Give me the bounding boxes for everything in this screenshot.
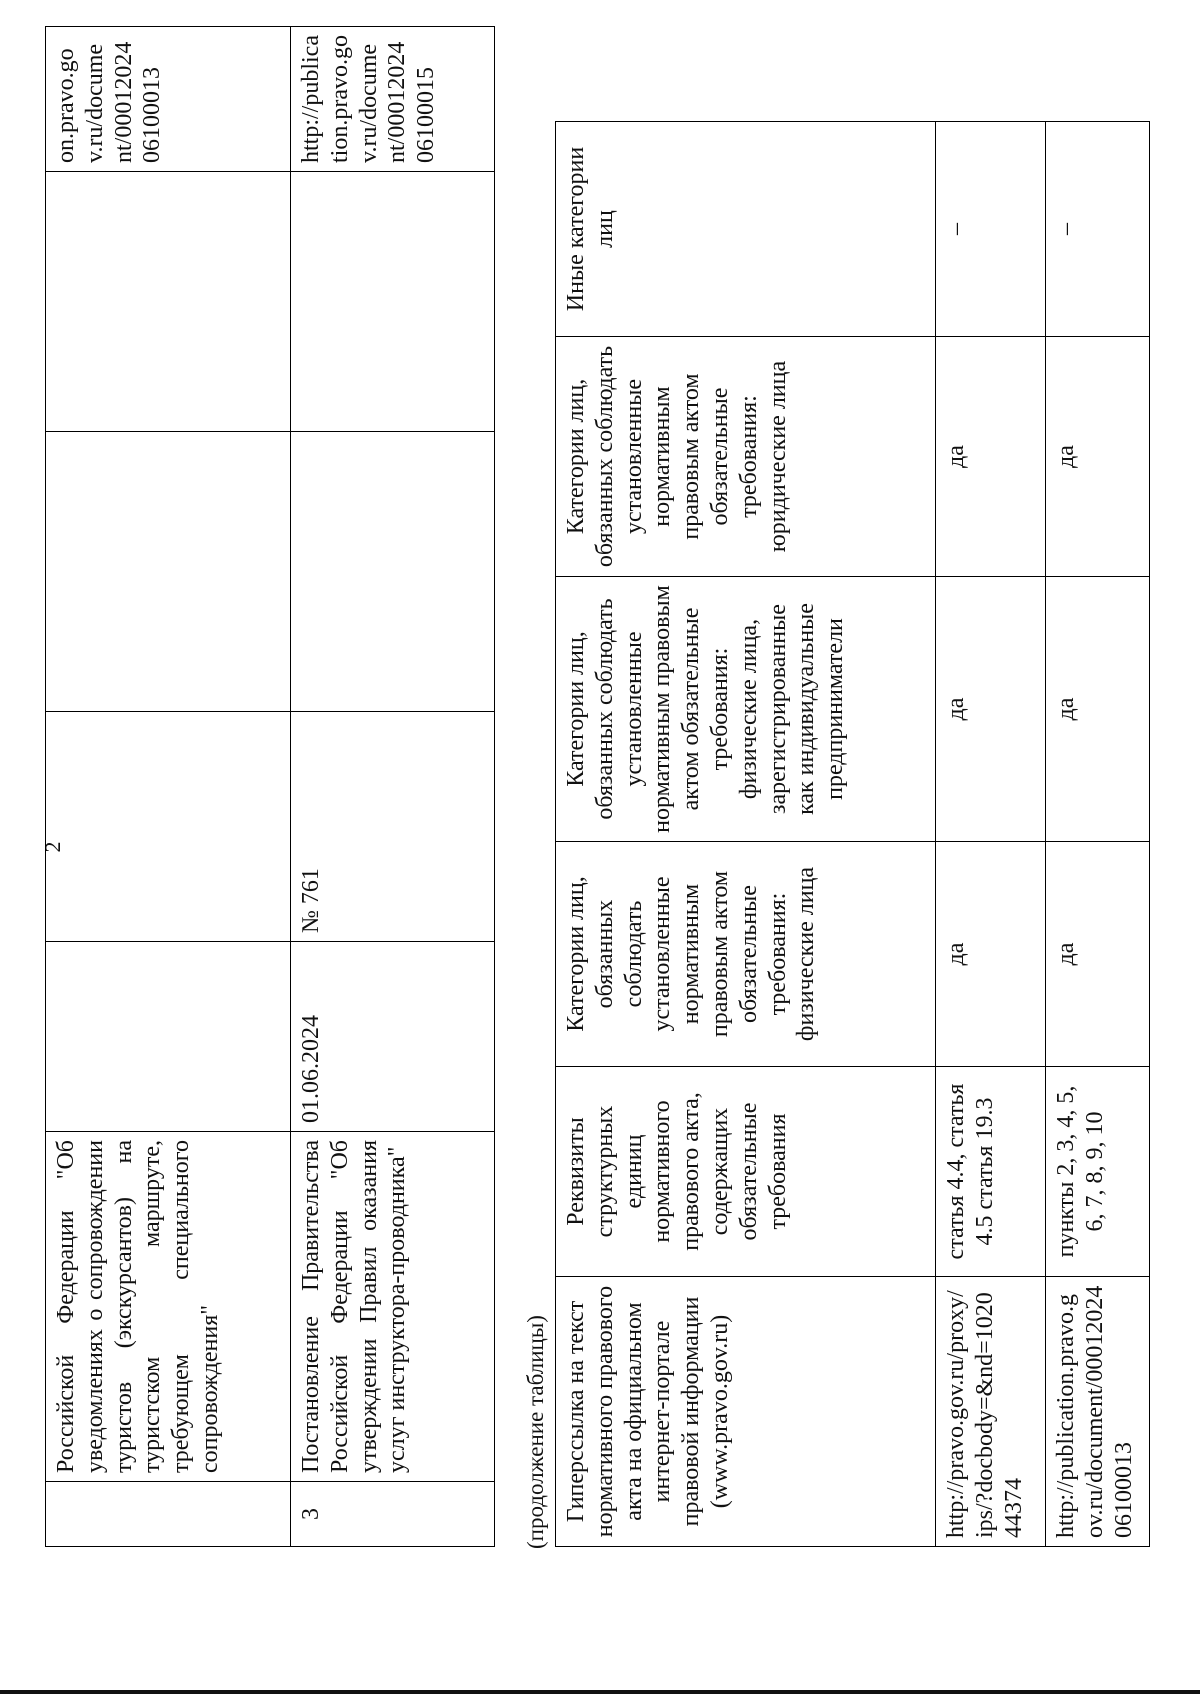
- act-date: [46, 942, 291, 1132]
- act-name: Российской Федерации "Об уведомлениях о сопровождении туристов (экскурсантов) на туристском маршруте, требующем специального сопровождения": [46, 1132, 291, 1482]
- empty-cell: [291, 172, 495, 432]
- structural-units: статья 4.4, статья 4.5 статья 19.3: [936, 1067, 1046, 1277]
- header-other: Иные категории лиц: [556, 122, 936, 337]
- continuation-note: (продолжение таблицы): [523, 1315, 548, 1549]
- act-link: http://publication.pravo.gov.ru/document/0001202406100015: [291, 27, 495, 172]
- empty-cell: [46, 432, 291, 712]
- requirements-table: [555, 121, 1150, 1547]
- table-row: [291, 27, 495, 1547]
- entrepreneurs-value: да: [1046, 577, 1150, 842]
- structural-units: пункты 2, 3, 4, 5, 6, 7, 8, 9, 10: [1046, 1067, 1150, 1277]
- other-value: –: [936, 122, 1046, 337]
- row-number: 3: [291, 1482, 495, 1547]
- empty-cell: [291, 432, 495, 712]
- header-row: [556, 122, 936, 1547]
- entrepreneurs-value: да: [936, 577, 1046, 842]
- header-legal-entities: Категории лиц, обязанных соблюдать установленные нормативным правовым актом обязательные требования: юридические лица: [556, 337, 936, 577]
- continued-table-top: [45, 26, 495, 1547]
- act-name: Постановление Правительства Российской Федерации "Об утверждении Правил оказания услуг инструктора-проводника": [291, 1132, 495, 1482]
- row-number: [46, 1482, 291, 1547]
- law-link: http://publication.pravo.gov.ru/document/0001202406100013: [1046, 1277, 1150, 1547]
- other-value: –: [1046, 122, 1150, 337]
- table-row: [936, 122, 1046, 1547]
- table-row: [46, 27, 291, 1547]
- act-number: [46, 712, 291, 942]
- header-link: Гиперссылка на текст нормативного правового акта на официальном интернет-портале правовой информации (www.pravo.gov.ru): [556, 1277, 936, 1547]
- legal-entities-value: да: [1046, 337, 1150, 577]
- header-entrepreneurs: Категории лиц, обязанных соблюдать установленные нормативным правовым актом обязательные требования: физические лица, зарегистрированные как индивидуальные предприниматели: [556, 577, 936, 842]
- law-link: http://pravo.gov.ru/proxy/ips/?docbody=&nd=102044374: [936, 1277, 1046, 1547]
- scan-edge-line: [0, 1690, 1200, 1694]
- individuals-value: да: [936, 842, 1046, 1067]
- header-structural-units: Реквизиты структурных единиц нормативного правового акта, содержащих обязательные требования: [556, 1067, 936, 1277]
- act-link: on.pravo.gov.ru/document/0001202406100013: [46, 27, 291, 172]
- legal-entities-value: да: [936, 337, 1046, 577]
- header-individuals: Категории лиц, обязанных соблюдать установленные нормативным правовым актом обязательные требования: физические лица: [556, 842, 936, 1067]
- table-row: [1046, 122, 1150, 1547]
- individuals-value: да: [1046, 842, 1150, 1067]
- empty-cell: [46, 172, 291, 432]
- page-number: 2: [40, 841, 65, 853]
- act-date: 01.06.2024: [291, 942, 495, 1132]
- act-number: № 761: [291, 712, 495, 942]
